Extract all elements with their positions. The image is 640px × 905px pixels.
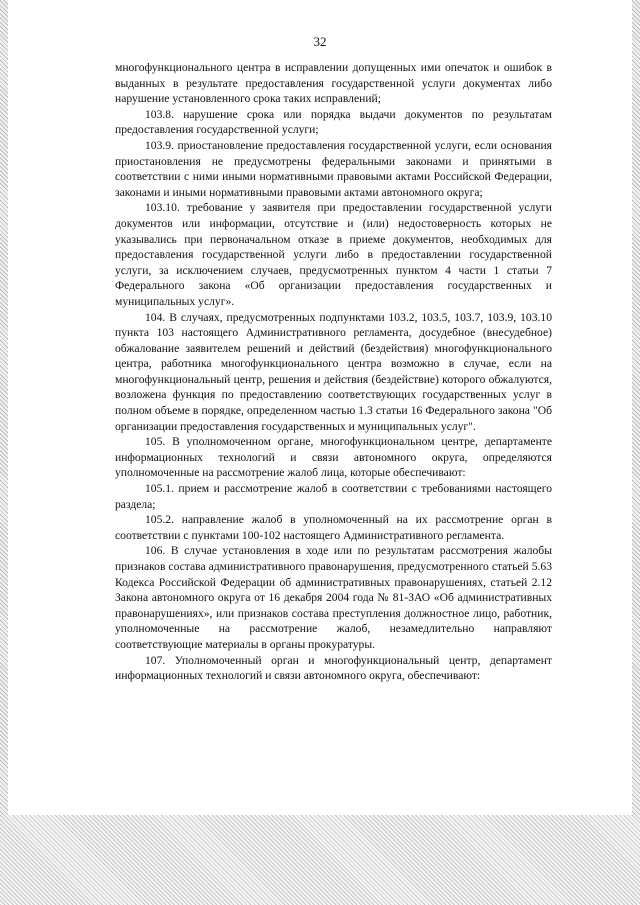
paragraph-105-2: 105.2. направление жалоб в уполномоченный на их рассмотрение орган в соответствии с пунктами 100-102 настоящего Административного регламента. (115, 513, 552, 542)
paragraph-103-10: 103.10. требование у заявителя при предоставлении государственной услуги документов или информации, отсутствие и (или) недостоверность которых не указывались при первоначальном отказе в приеме документов, необходимых для предоставления государственной услуги либо в предоставлении государственной услуги, за исключением случаев, предусмотренных пунктом 4 части 1 статьи 7 Федерального закона «Об организации предоставления государственных и муниципальных услуг». (115, 201, 552, 308)
scan-edge-bottom (0, 815, 640, 905)
page-number: 32 (313, 34, 327, 49)
paragraph-103-8: 103.8. нарушение срока или порядка выдачи документов по результатам предоставления государственной услуги; (115, 107, 552, 137)
paragraph-106: 106. В случае установления в ходе или по результатам рассмотрения жалобы признаков состава административного правонарушения, предусмотренного статьей 5.63 Кодекса Российской Федерации об административных правонарушениях, статьей 2.12 Закона автономного округа от 16 декабря 2004 года № 81-ЗАО «Об административных правонарушениях», или признаков состава преступления должностное лицо, работник, уполномоченные на рассмотрение жалоб, незамедлительно направляют соответствующие материалы в органы прокуратуры. (115, 544, 552, 651)
document-page (8, 0, 632, 815)
paragraph-104: 104. В случаях, предусмотренных подпунктами 103.2, 103.5, 103.7, 103.9, 103.10 пункта 103 настоящего Административного регламента, досудебное (внесудебное) обжалование заявителем решений и действий (бездействия) многофункционального центра, работника многофункционального центра возможно в случае, если на многофункциональный центр, решения и действия (бездействие) которого обжалуются, возложена функция по предоставлению соответствующих государственных услуг в полном объеме в порядке, определенном частью 1.3 статьи 16 Федерального закона "Об организации предоставления государственных и муниципальных услуг". (115, 310, 552, 433)
paragraph-103-9: 103.9. приостановление предоставления государственной услуги, если основания приостановления не предусмотрены федеральными законами и принятыми в соответствии с ними иными нормативными правовыми актами Российской Федерации, законами и иными нормативными правовыми актами автономного округа; (115, 138, 552, 199)
paragraph-continuation: многофункционального центра в исправлении допущенных ими опечаток и ошибок в выданных в результате предоставления государственной услуги документах либо нарушение установленного срока таких исправлений; (115, 61, 552, 106)
paragraph-105-1: 105.1. прием и рассмотрение жалоб в соответствии с требованиями настоящего раздела; (115, 482, 552, 511)
scan-edge-left (0, 0, 8, 905)
document-body (115, 60, 552, 684)
paragraph-107: 107. Уполномоченный орган и многофункциональный центр, департамент информационных технологий и связи автономного округа, обеспечивают: (115, 653, 552, 683)
scan-edge-right (632, 0, 640, 905)
paragraph-105: 105. В уполномоченном органе, многофункциональном центре, департаменте информационных технологий и связи автономного округа, определяются уполномоченные на рассмотрение жалоб лица, которые обеспечивают: (115, 435, 552, 480)
